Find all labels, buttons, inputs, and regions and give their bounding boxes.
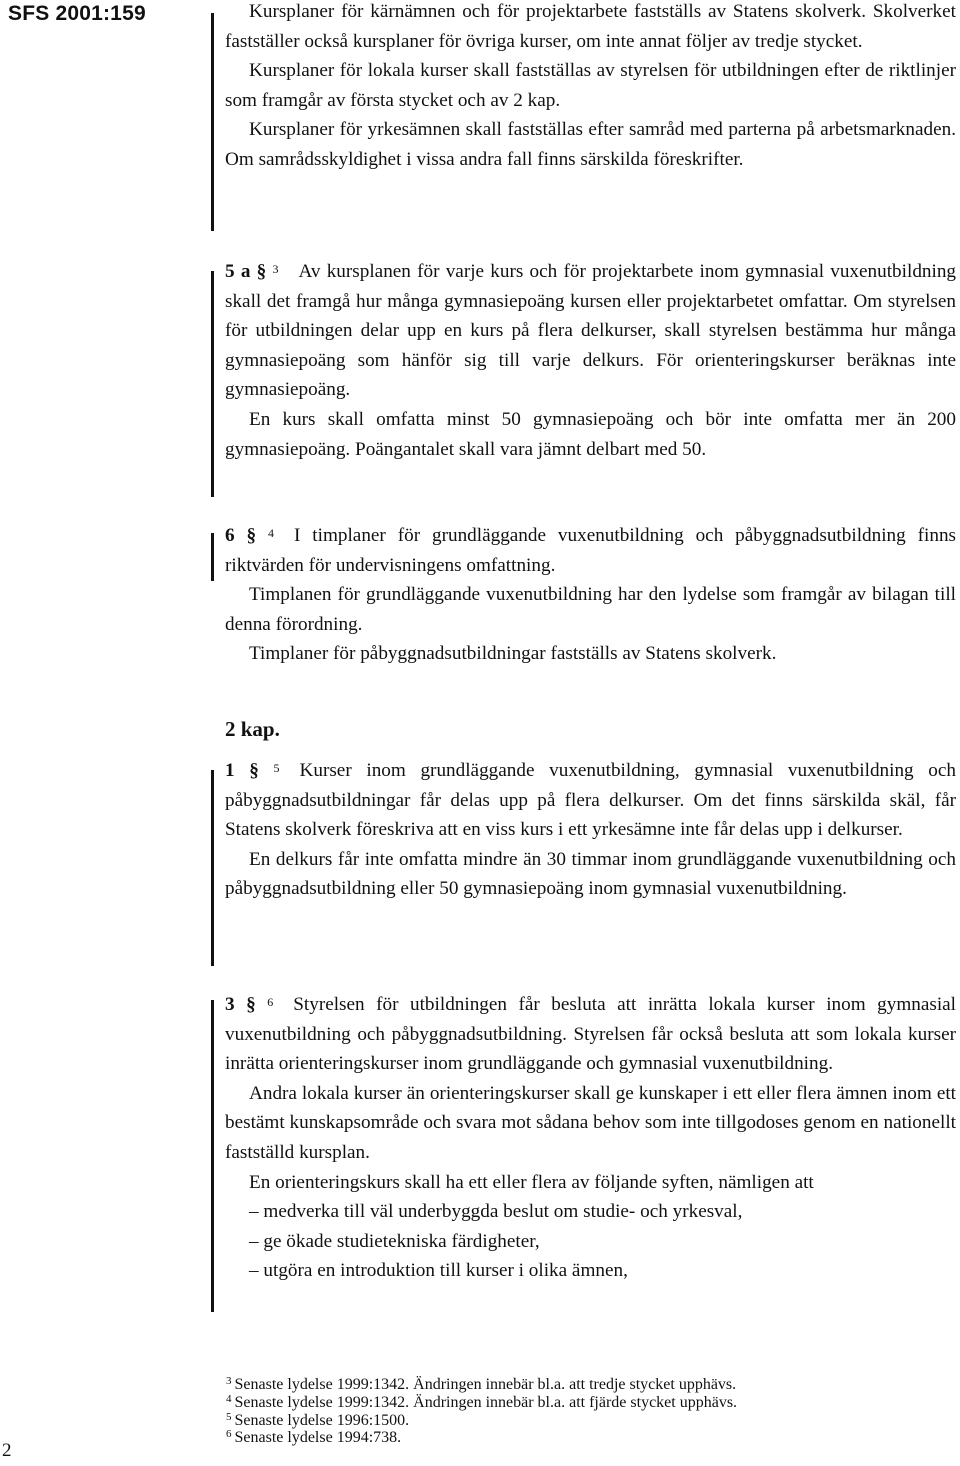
paragraph: En delkurs får inte omfatta mindre än 30 timmar inom grundläggande vuxenutbildning och påbyggnadsutbildning eller 50 gymnasiepoäng inom gymnasial vuxenutbildning. xyxy=(225,848,956,900)
change-bar xyxy=(211,1000,214,1312)
paragraph xyxy=(225,756,956,845)
section-number: 6 § xyxy=(225,525,257,546)
sfs-header-label: SFS 2001:159 xyxy=(8,2,146,25)
footnotes xyxy=(226,1376,737,1447)
paragraph: Andra lokala kurser än orienteringskurser skall ge kunskaper i ett eller flera ämnen inom ett bestämt kunskapsområde och svara mot sådana behov som inte tillgodoses genom en nationellt fastställd kursplan. xyxy=(225,1082,956,1163)
section-text: Av kursplanen för varje kurs och för projektarbete inom gymnasial vuxenutbildning skall det framgå hur många gymnasiepoäng kursen eller projektarbetet omfattar. Om styrelsen för utbildningen delar upp en kurs på flera delkurser, skall styrelsen bestämma hur många gymnasiepoäng som hänför sig till varje delkurs. För orienteringskurser beräknas inte gymnasiepoäng. xyxy=(225,261,957,401)
paragraph-block-intro xyxy=(225,0,956,175)
section-number: 3 § xyxy=(225,994,256,1015)
paragraph xyxy=(225,521,956,580)
chapter-heading: 2 kap. xyxy=(225,717,280,741)
footnote-text: Senaste lydelse 1999:1342. Ändringen innebär bl.a. att fjärde stycket upphävs. xyxy=(234,1393,738,1411)
paragraph: Timplanen för grundläggande vuxenutbildning har den lydelse som framgår av bilagan till denna förordning. xyxy=(225,584,956,635)
footnote-number: 3 xyxy=(226,1375,232,1387)
paragraph: En kurs skall omfatta minst 50 gymnasiepoäng och bör inte omfatta mer än 200 gymnasiepoäng. Poängantalet skall vara jämnt delbart med 50. xyxy=(225,408,956,460)
section-text: I timplaner för grundläggande vuxenutbildning och påbyggnadsutbildning finns riktvärden för undervisningens omfattning. xyxy=(225,525,957,576)
section-6 xyxy=(225,521,956,669)
paragraph: Kursplaner för yrkesämnen skall fastställas efter samråd med parterna på arbetsmarknaden. Om samrådsskyldighet i vissa andra fall finns särskilda föreskrifter. xyxy=(225,119,956,170)
change-bar xyxy=(211,770,214,966)
change-bar xyxy=(211,13,214,231)
section-text: Styrelsen för utbildningen får besluta att inrätta lokala kurser inom gymnasial vuxenutbildning och påbyggnadsutbildning. Styrelsen får också besluta att som lokala kurser inrätta orienteringskurser inom grundläggande och gymnasial vuxenutbildning. xyxy=(225,994,957,1075)
footnote-ref: 4 xyxy=(268,526,274,540)
list-item: – utgöra en introduktion till kurser i olika ämnen, xyxy=(249,1260,628,1282)
change-bar xyxy=(211,533,214,581)
section-1 xyxy=(225,756,956,904)
footnote xyxy=(226,1429,737,1447)
footnote-text: Senaste lydelse 1999:1342. Ändringen innebär bl.a. att tredje stycket upphävs. xyxy=(234,1376,737,1393)
footnote-ref: 3 xyxy=(272,262,279,276)
change-bar xyxy=(211,271,214,497)
paragraph: En orienteringskurs skall ha ett eller flera av följande syften, nämligen att xyxy=(249,1171,814,1193)
paragraph xyxy=(225,990,956,1079)
section-text: Kurser inom grundläggande vuxenutbildning, gymnasial vuxenutbildning och påbyggnadsutbildningar får delas upp på flera delkurser. Om det finns särskilda skäl, får Statens skolverk föreskriva att en viss kurs i ett yrkesämne inte får delas upp i delkurser. xyxy=(225,760,957,841)
footnote-text: Senaste lydelse 1996:1500. xyxy=(234,1411,410,1429)
page-number: 2 xyxy=(2,1440,12,1461)
footnote-number: 6 xyxy=(226,1428,232,1441)
footnote-number: 4 xyxy=(226,1392,232,1405)
section-5a xyxy=(225,257,956,464)
footnote xyxy=(226,1376,737,1394)
list-item: – medverka till väl underbyggda beslut om studie- och yrkesval, xyxy=(249,1201,743,1223)
footnote-text: Senaste lydelse 1994:738. xyxy=(234,1429,402,1447)
list-item: – ge ökade studietekniska färdigheter, xyxy=(249,1230,540,1252)
footnote-number: 5 xyxy=(226,1410,232,1423)
section-number: 1 § xyxy=(225,760,259,781)
footnote-ref: 6 xyxy=(267,995,274,1009)
paragraph xyxy=(225,257,956,405)
paragraph: Kursplaner för kärnämnen och för projektarbete fastställs av Statens skolverk. Skolverket fastställer också kursplaner för övriga kurser, om inte annat följer av tredje stycket. xyxy=(225,1,956,52)
footnote-ref: 5 xyxy=(273,761,280,775)
section-number: 5 a § xyxy=(225,261,267,282)
section-3 xyxy=(225,990,956,1286)
footnote xyxy=(226,1412,737,1430)
paragraph: Kursplaner för lokala kurser skall fastställas av styrelsen för utbildningen efter de riktlinjer som framgår av första stycket och av 2 kap. xyxy=(225,60,956,111)
paragraph: Timplaner för påbyggnadsutbildningar fastställs av Statens skolverk. xyxy=(249,643,777,665)
footnote xyxy=(226,1394,737,1412)
